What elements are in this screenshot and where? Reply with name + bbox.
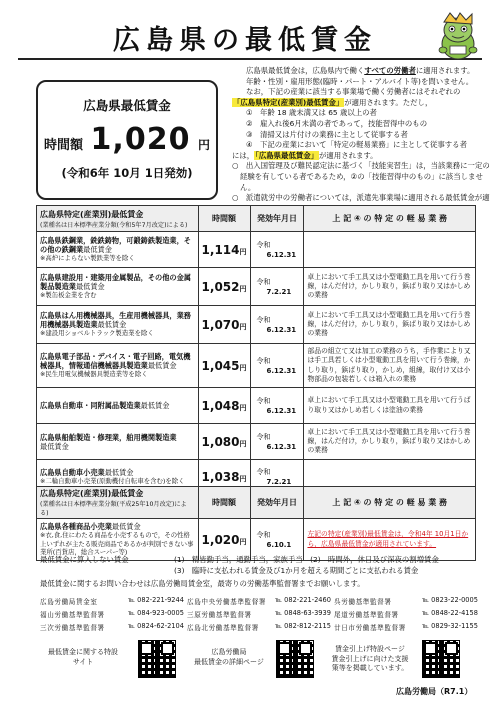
industry-name-text: 広島県自動車小売業	[40, 467, 105, 477]
industry-note: ※建設用ショベルトラック製造業を除く	[40, 329, 154, 338]
header-jobs: 上 記 ④ の 特 定 の 軽 易 業 務	[304, 206, 476, 232]
expl-bullet: ○ 派遣就労中の労働者については，派遣先事業場に適用される最低賃金が適	[232, 193, 490, 203]
office-name: 三次労働基準監督署	[40, 623, 105, 632]
wage-unit: 円	[239, 439, 247, 448]
qr-label-line: 最低賃金の詳細ページ	[194, 657, 264, 666]
office-row	[40, 620, 480, 633]
expl-item: ④ 下記の産業において「特定の軽易業務」に主として従事する者	[246, 140, 467, 150]
header-industry-label: 広島県特定(産業別)最低賃金	[40, 489, 144, 498]
office-tel[interactable]: ℡ 082-221-9244	[128, 595, 184, 604]
wage-cell	[198, 232, 250, 268]
qr-label-line: サイト	[72, 657, 94, 666]
qr-code-icon[interactable]	[422, 640, 460, 678]
table-header-row	[37, 487, 476, 519]
date-value: 6.12.31	[266, 442, 297, 451]
wage-cell	[198, 344, 250, 388]
date-value: 6.10.1	[266, 540, 292, 549]
office-name: 福山労働基準監督署	[40, 610, 105, 619]
expl-emphasis: すべての労働者	[364, 66, 416, 75]
date-value: 6.12.31	[266, 325, 297, 334]
qr-code-icon[interactable]	[276, 640, 314, 678]
header-industry	[37, 206, 199, 232]
office	[334, 622, 481, 632]
industry-note: ※製缶板金業を含む	[40, 291, 97, 300]
wage-cell	[198, 388, 250, 424]
wage-value: 1,045	[201, 358, 240, 373]
title-underline	[18, 58, 482, 60]
wage-value: 1,070	[201, 317, 240, 332]
wage-amount: 1,020	[90, 122, 191, 157]
wage-unit: 円	[239, 403, 247, 412]
wage-value: 1,038	[201, 469, 240, 484]
date-era: 令和	[256, 277, 271, 286]
explanation-text	[232, 66, 492, 214]
wage-unit: 円	[239, 474, 247, 483]
table-row	[37, 306, 476, 344]
excluded-wages-line: (1) 精皆勤手当，通勤手当，家族手当 (2) 時間外，休日及び深夜の割増賃金	[174, 555, 439, 564]
wage-effective-date: (令和6年 10月 1日発効)	[61, 166, 193, 180]
date-era: 令和	[256, 315, 271, 324]
wage-value: 1,048	[201, 398, 240, 413]
wage-value: 1,052	[201, 279, 240, 294]
date-era: 令和	[256, 240, 271, 249]
industry-name	[40, 401, 195, 410]
table-row	[37, 232, 476, 268]
industry-note: ※衣,食,住にわたる商品を小売するもので，その性格上いずれが主たる販売商品であるかが判別できない事業所(百貨店，総合スーパー等)	[40, 531, 194, 557]
office-name: 三原労働基準監督署	[187, 610, 252, 619]
header-wage: 時間額	[198, 487, 250, 519]
date-era: 令和	[256, 467, 271, 476]
qr-label	[38, 648, 128, 667]
wage-label: 時間額	[43, 138, 83, 153]
industry-name-suffix: 最低賃金	[40, 441, 69, 451]
office-list	[40, 594, 480, 633]
qr-code-icon[interactable]	[138, 640, 176, 678]
jobs-cell: 卓上において手工具又は小型電動工具を用いて行う巻線，はんだ付け，かしり取り，鋲ばり取り又はかしめの業務	[304, 424, 476, 460]
footer-issuer: 広島労働局（R7.1）	[396, 687, 473, 696]
excluded-wages-items	[174, 554, 494, 565]
date-cell	[250, 424, 304, 460]
specific-wage-table	[36, 205, 476, 494]
minimum-wage-box	[36, 80, 218, 200]
wage-unit: 円	[239, 284, 247, 293]
industry-name	[40, 236, 195, 254]
jobs-cell: 部品の組立て又は加工の業務のうち，手作業により又は手工具若しくは小型電動工具を用いて行う巻線，かしり取り，鋲ばり取り，かしめ，組線，取付け又は小物部品の包装若しくは箱入れの業務	[304, 344, 476, 388]
expl-text: なお，下記の産業に該当する事業場で働く労働者にはそれぞれの	[246, 87, 461, 97]
table-row	[37, 424, 476, 460]
page-title: 広島県の最低賃金	[113, 25, 377, 56]
industry-name-suffix: 最低賃金	[111, 522, 141, 532]
excluded-wages-label: 最低賃金に算入しない賃金	[40, 555, 129, 564]
office-tel[interactable]: ℡ 0848-22-4158	[422, 608, 478, 617]
industry-name-suffix: 最低賃金	[75, 282, 105, 292]
expl-highlight: 「広島県最低賃金」	[255, 150, 319, 160]
industry-name-text: 広島県自動車・同附属品製造業	[40, 401, 141, 410]
industry-name-text: 広島県各種商品小売業	[40, 522, 112, 532]
wage-value: 1,114	[201, 242, 240, 257]
header-date: 発効年月日	[250, 487, 304, 519]
expl-item: ③ 清掃又は片付けの業務に主として従事する者	[246, 129, 408, 139]
expl-text: が適用されます。ただし，	[344, 97, 433, 107]
industry-note: ※高炉によらない製鉄業等を除く	[40, 254, 135, 263]
office	[334, 609, 481, 619]
industry-name-suffix: 最低賃金	[140, 401, 170, 410]
office-tel[interactable]: ℡ 082-221-2460	[275, 595, 331, 604]
wage-box-title: 広島県最低賃金	[83, 98, 171, 113]
jobs-cell: 卓上において手工具又は小型電動工具を用いて行う巻線，はんだ付け，かしり取り，鋲ばり取り又はかしめの業務	[304, 306, 476, 344]
office-name: 尾道労働基準監督署	[334, 610, 399, 619]
date-era: 令和	[256, 530, 271, 539]
wage-unit: 円	[239, 247, 247, 256]
expl-text: には，	[232, 150, 255, 160]
expl-text: 年齢・性別・雇用形態(臨時・パート・アルバイト等)を問いません。	[246, 76, 474, 86]
industry-note: ※二輪自動車小売業(原動機付自転車を含む)を除く	[40, 476, 185, 485]
qr-label-line: 広島労働局	[211, 648, 247, 656]
office	[334, 596, 481, 606]
expl-bullet: ○ 出入国管理及び難民認定法に基づく「技能実習生」は，当該業務に一定の経験を有している者であるため，②の「技能習得中のもの」に該当しません。	[232, 161, 490, 192]
date-cell	[250, 388, 304, 424]
office-row	[40, 594, 480, 607]
office-name: 廿日市労働基準監督署	[334, 623, 406, 632]
office-row	[40, 607, 480, 620]
date-value: 6.12.31	[266, 250, 297, 259]
table-row	[37, 344, 476, 388]
industry-name	[40, 522, 195, 531]
qr-label-line: 賃金引上げに向けた支援	[331, 654, 409, 663]
header-wage: 時間額	[198, 206, 250, 232]
mascot-icon	[430, 10, 486, 62]
office-tel[interactable]: ℡ 084-923-0005	[128, 608, 184, 617]
office	[40, 609, 187, 619]
expl-item: ① 年齢 18 歳未満又は 65 歳以上の者	[246, 108, 377, 118]
date-cell	[250, 306, 304, 344]
header-industry-sub: (業種名は日本標準産業分類(令和5年7月改定)による)	[40, 221, 188, 229]
date-value: 7.2.21	[266, 287, 292, 296]
industry-name-text: 広島県建設用・建築用金属製品，その他の金属製品製造業	[40, 273, 191, 292]
wage-value: 1,020	[201, 532, 240, 547]
industry-name-suffix: 最低賃金	[104, 467, 134, 477]
office-name: 呉労働基準監督署	[334, 597, 392, 606]
expl-text: が適用されます。	[319, 150, 378, 160]
jobs-cell: 卓上において手工具又は小型電動工具を用いて行うばり取り又はかしめ若しくは塗油の業務	[304, 388, 476, 424]
office-name: 広島中央労働基準監督署	[187, 597, 267, 606]
wage-unit: 円	[239, 537, 247, 546]
wage-row	[38, 122, 216, 157]
industry-name-text: 広島県電子部品・デバイス・電子回路，電気機械器具，情報通信機械器具製造業	[40, 352, 191, 371]
date-era: 令和	[256, 396, 271, 405]
date-value: 6.12.31	[266, 366, 297, 375]
date-era: 令和	[256, 432, 271, 441]
qr-label-line: 最低賃金に関する特設	[48, 648, 118, 656]
wage-value: 1,080	[201, 434, 240, 449]
industry-name-suffix: 最低賃金	[83, 245, 112, 255]
date-cell	[250, 344, 304, 388]
office-tel[interactable]: ℡ 0829-32-1155	[422, 621, 478, 630]
table-row	[37, 268, 476, 306]
wage-cell	[198, 424, 250, 460]
wage-cell	[198, 306, 250, 344]
industry-name-text: 広島県鉄鋼業，銑鉄鋳物，可鍛鋳鉄製造業，その他の鉄鋼業	[40, 236, 191, 255]
jobs-cell: 卓上において手工具又は小型電動工具を用いて行う巻線，はんだ付け，かしり取り，鋲ばり取り又はかしめの業務	[304, 268, 476, 306]
qr-label-line: 策等を掲載しています。	[331, 664, 409, 672]
office	[40, 596, 187, 606]
industry-name-text: 広島県はん用機械器具，生産用機械器具，業務用機械器具製造業	[40, 311, 191, 330]
date-value: 7.2.21	[266, 477, 292, 486]
date-cell	[250, 232, 304, 268]
expl-item: ② 雇入れ後6月未満の者であって，技能習得中のもの	[246, 118, 428, 128]
date-era: 令和	[256, 356, 271, 365]
wage-unit: 円	[198, 138, 211, 152]
industry-name	[40, 352, 195, 370]
date-value: 6.12.31	[266, 406, 297, 415]
excluded-wages-line: (3) 臨時に支払われる賃金及び1か月を超える期間ごとに支払われる賃金	[174, 566, 419, 575]
industry-note: ※民生用電気機械器具製造業等を除く	[40, 370, 148, 379]
office-name: 広島北労働基準監督署	[187, 623, 259, 632]
qr-label	[186, 648, 272, 667]
office-name: 広島労働局賃金室	[40, 597, 98, 606]
industry-name-text: 広島県船舶製造・修理業，舶用機関製造業	[40, 432, 177, 442]
industry-name	[40, 311, 195, 329]
applied-note: 左記の特定(産業別)最低賃金は，令和4年 10月1日から，広島県最低賃金が適用されています。	[307, 530, 469, 548]
header-industry-sub: (業種名は日本標準産業分類(平成25年10月改定)による)	[40, 501, 187, 517]
expl-text: に適用されます。	[415, 66, 475, 75]
expl-text: 広島県最低賃金は，広島県内で働く	[246, 66, 365, 75]
date-cell	[250, 268, 304, 306]
office	[187, 596, 334, 606]
office-tel[interactable]: ℡ 0824-62-2104	[128, 621, 184, 630]
office-tel[interactable]: ℡ 082-812-2115	[275, 621, 331, 630]
office	[187, 622, 334, 632]
industry-name-suffix: 最低賃金	[97, 320, 127, 330]
office	[187, 609, 334, 619]
qr-label-line: 賃金引上げ特設ページ	[335, 645, 405, 653]
office-tel[interactable]: ℡ 0823-22-0005	[422, 595, 478, 604]
header-industry-label: 広島県特定(産業別)最低賃金	[40, 209, 144, 219]
header-jobs: 上 記 ④ の 特 定 の 軽 易 業 務	[304, 487, 476, 519]
wage-cell	[198, 268, 250, 306]
office	[40, 622, 187, 632]
industry-name	[40, 433, 195, 451]
expl-highlight: 「広島県特定(産業別)最低賃金」	[233, 97, 344, 107]
header-date: 発効年月日	[250, 206, 304, 232]
wage-unit: 円	[239, 322, 247, 331]
contact-heading: 最低賃金に関するお問い合わせは広島労働局賃金室，最寄りの労働基準監督署までお願いします。	[40, 579, 365, 588]
industry-name-suffix: 最低賃金	[147, 361, 177, 371]
qr-label	[322, 645, 418, 674]
jobs-cell	[304, 232, 476, 268]
table-row	[37, 388, 476, 424]
industry-name	[40, 273, 195, 291]
industry-name	[40, 468, 195, 477]
table-header-row	[37, 206, 476, 232]
specific-wage-table-2	[36, 486, 476, 561]
wage-unit: 円	[239, 363, 247, 372]
office-tel[interactable]: ℡ 0848-63-3939	[275, 608, 331, 617]
header-industry	[37, 487, 199, 519]
